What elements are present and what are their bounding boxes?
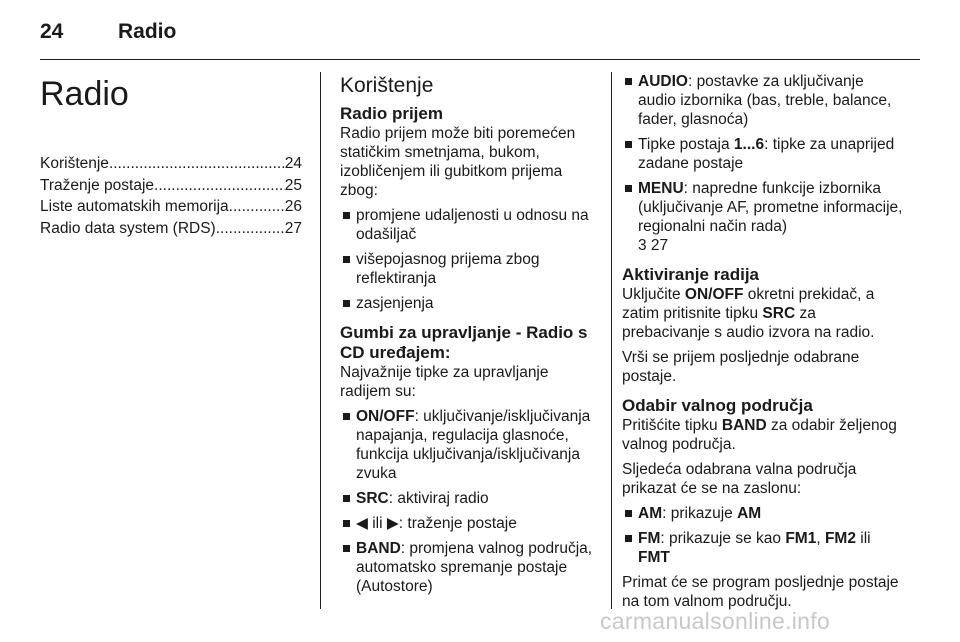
list-item [340,250,602,288]
list-item-text: : traženje postaje [398,515,517,532]
seek-right-icon: ▶ [386,515,399,532]
key-label: FMT [638,549,670,566]
list-item-fm [622,529,904,567]
key-label: AM [638,505,663,522]
column-divider-1 [320,72,321,609]
paragraph: Vrši se prijem posljednje odabrane postaje. [622,349,860,385]
list-item-presets [622,135,904,173]
list-item-text: ili [855,530,871,547]
section-heading: Korištenje [340,74,434,97]
bullet-icon [343,212,350,219]
text: Pritišćite tipku [622,417,722,434]
list-item-text: : aktiviraj radio [388,490,489,507]
page-header [40,20,176,50]
key-label: SRC [762,305,796,322]
paragraph: Najvažnije tipke za upravljanje radijem su: [340,364,549,400]
page-reference-link[interactable]: 3 27 [638,237,669,254]
text: za odabir željenog valnog područja. [622,417,897,453]
page-number: 24 [40,20,64,43]
key-label: BAND [356,540,401,557]
key-label: 1...6 [733,136,765,153]
key-label: SRC [356,490,389,507]
key-label: FM2 [824,530,856,547]
list-item-text: višepojasnog prijema zbog reflektiranja [356,251,540,287]
seek-left-icon: ◀ [356,515,368,532]
toc-column [40,72,302,240]
bullet-icon [343,495,350,502]
bullet-icon [625,535,632,542]
toc-list [40,154,302,239]
content-column-middle [340,72,602,602]
subheading-aktiviranje: Aktiviranje radija [622,265,760,284]
bullet-icon [625,141,632,148]
toc-entry[interactable] [40,197,302,217]
toc-entry-title: Traženje postaje [40,176,155,194]
bullet-icon [343,256,350,263]
list-item-src [340,489,602,508]
toc-entry-page: 24 [284,155,302,172]
key-label: AUDIO [638,73,688,90]
key-label: AM [737,505,762,522]
watermark-text: carmanualsonline.info [600,608,831,634]
list-item-band [340,539,602,596]
subheading-odabir: Odabir valnog područja [622,396,813,415]
text: okretni prekidač, a zatim pritisnite tipku [622,286,875,322]
toc-leader-dots [109,154,285,174]
toc-entry-page: 25 [284,176,302,194]
toc-leader-dots [154,176,285,196]
list-item-text: : postavke za uključivanje audio izbornika (bas, treble, balance, fader, glasnoća) [638,73,892,128]
column-divider-2 [611,72,612,609]
toc-entry-title: Liste automatskih memorija [40,198,229,215]
list-item-menu [622,179,904,255]
list-item-text: : napredne funkcije izbornika (uključivanje AF, prometne informacije, regionalni način rada) [638,180,903,235]
subheading-radio-prijem: Radio prijem [340,104,443,123]
list-item-am [622,504,904,523]
paragraph [622,416,904,454]
list-item-text: : prikazuje se kao [660,530,786,547]
toc-leader-dots [229,197,285,217]
text: Uključite [622,286,685,303]
list-item-text: Tipke postaja [638,136,734,153]
paragraph: Radio prijem može biti poremećen statičkim smetnjama, bukom, izobličenjem ili gubitkom prijema zbog: [340,125,576,199]
list-item-text: zasjenjenja [356,295,434,312]
bullet-icon [343,300,350,307]
header-divider [40,59,920,60]
text: za prebacivanje s audio izvora na radio. [622,305,875,341]
toc-entry-title: Radio data system (RDS) [40,219,216,237]
paragraph: Primat će se program posljednje postaje na tom valnom području. [622,574,899,610]
list-item-seek [340,514,602,533]
list-item-on-off [340,407,602,483]
list-item-text: : tipke za unaprijed zadane postaje [638,136,895,172]
list-item-text: ili [367,515,387,532]
list-item [340,206,602,244]
key-label: FM [638,530,661,547]
paragraph: Sljedeća odabrana valna područja prikazat će se na zaslonu: [622,461,857,497]
list-item [340,294,602,313]
toc-entry-page: 27 [284,219,302,237]
toc-entry[interactable] [40,154,302,174]
toc-leader-dots [216,219,285,239]
key-label: FM1 [785,530,817,547]
toc-entry[interactable] [40,219,302,239]
list-item-text: , [816,530,825,547]
bullet-icon [625,510,632,517]
key-label: ON/OFF [356,408,415,425]
key-label: MENU [638,180,684,197]
list-item-text: promjene udaljenosti u odnosu na odašiljač [356,207,589,243]
list-item-text: : promjena valnog područja, automatsko spremanje postaje (Autostore) [356,540,593,595]
bullet-icon [343,545,350,552]
toc-entry-title: Korištenje [40,155,109,172]
chapter-title: Radio [40,75,129,113]
content-column-right [622,72,904,611]
bullet-icon [625,185,632,192]
subheading-gumbi: Gumbi za upravljanje - Radio s CD uređajem: [340,323,588,362]
list-item-audio [622,72,904,129]
toc-entry[interactable] [40,176,302,196]
key-label: BAND [721,417,767,434]
section-title: Radio [118,20,177,43]
bullet-icon [343,413,350,420]
key-label: ON/OFF [684,286,744,303]
paragraph [622,285,904,342]
list-item-text: : prikazuje [662,505,738,522]
bullet-icon [343,520,350,527]
toc-entry-page: 26 [284,198,302,215]
list-item-text: : uključivanje/isključivanja napajanja, regulacija glasnoće, funkcija uključivanja/isključivanja zvuka [356,408,591,482]
bullet-icon [625,78,632,85]
